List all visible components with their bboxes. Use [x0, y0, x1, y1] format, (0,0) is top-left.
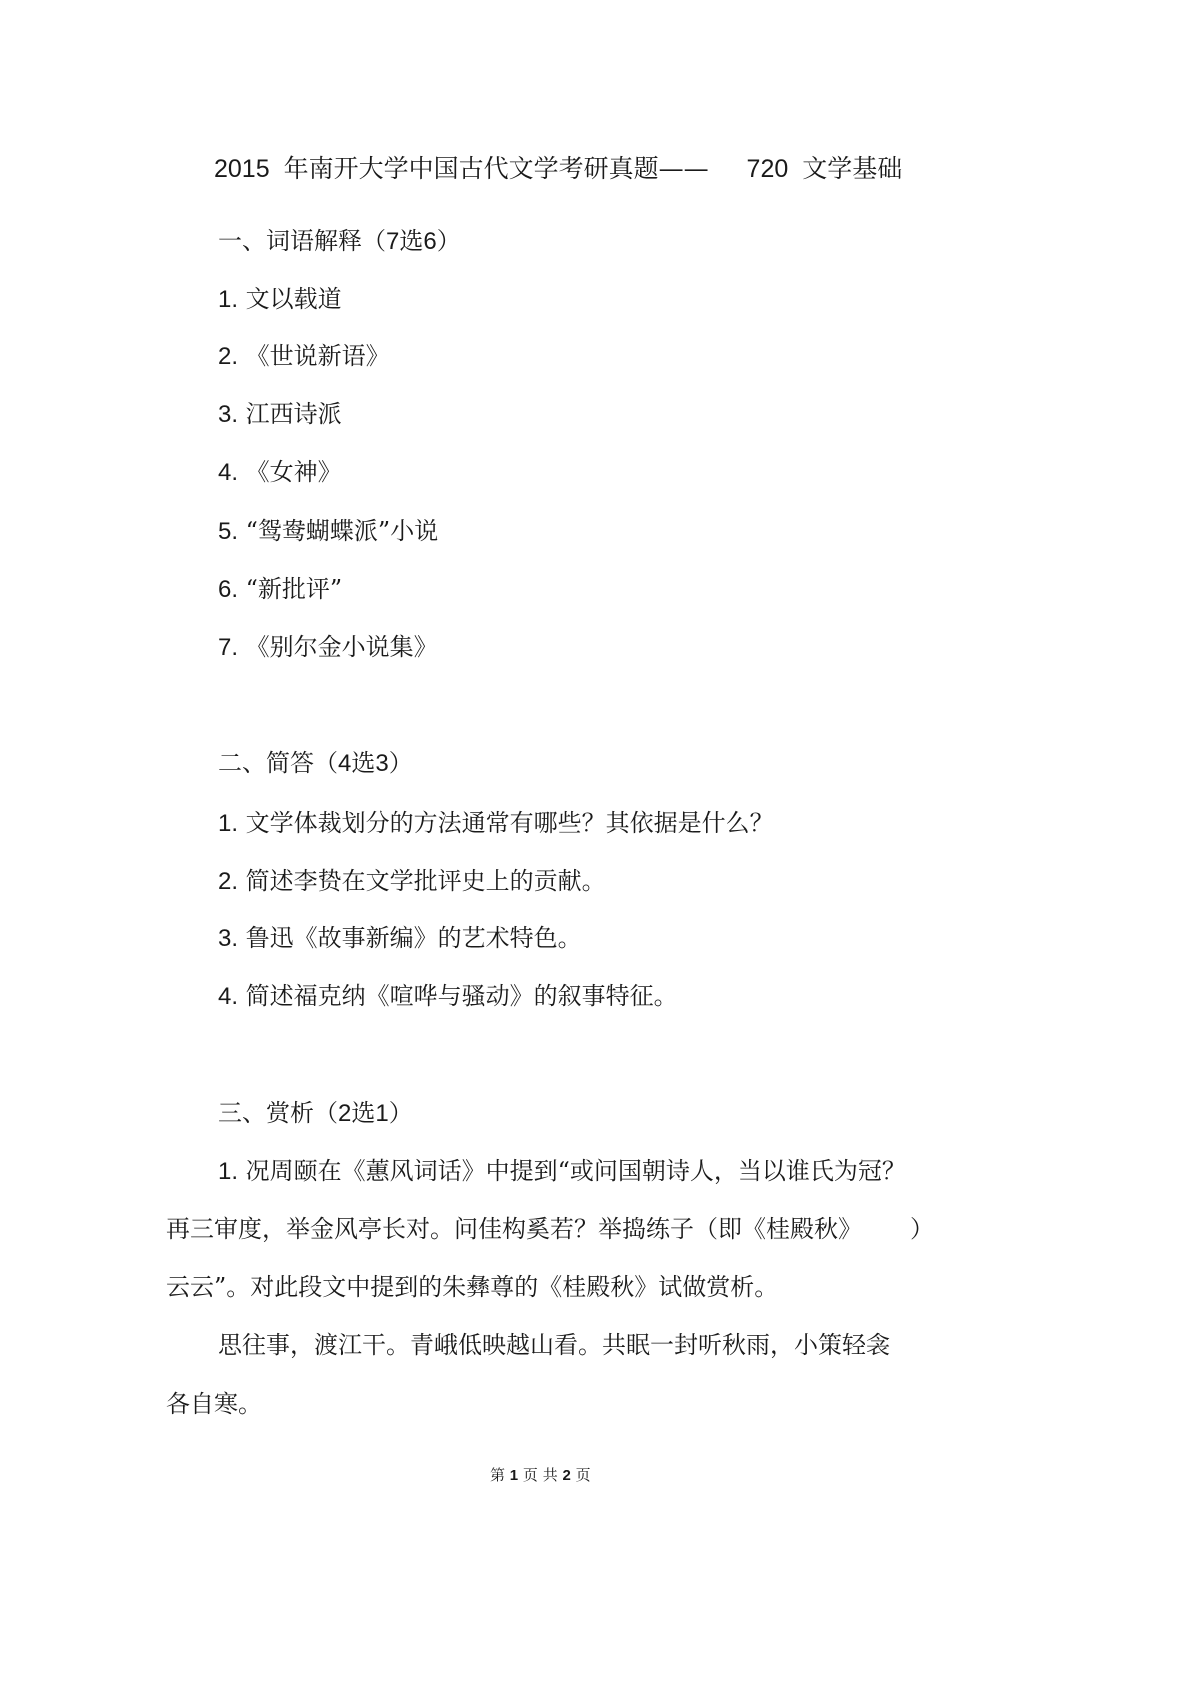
- section1-item-1: [218, 284, 342, 315]
- item-text: 简述李贽在文学批评史上的贡献。: [245, 867, 606, 895]
- section3-q1-line1: [218, 1156, 906, 1187]
- footer-prefix: 第: [490, 1466, 506, 1484]
- item-number: 2.: [218, 343, 239, 370]
- section2-item-2: [218, 866, 606, 897]
- section1-heading: [218, 226, 461, 257]
- section2-heading-count: 4选3: [338, 750, 389, 777]
- section3-heading-close: ）: [388, 1099, 413, 1127]
- question-text-end: ）: [910, 1215, 934, 1243]
- section1-heading-label: 一、词语解释（: [218, 227, 386, 255]
- item-text: 《别尔金小说集》: [245, 633, 438, 661]
- section2-item-1: [218, 808, 774, 839]
- item-number: 3.: [218, 925, 239, 952]
- item-text: 江西诗派: [245, 400, 342, 428]
- item-text: 《世说新语》: [245, 342, 390, 370]
- section2-heading: [218, 748, 413, 779]
- poem-line-2: [166, 1389, 262, 1419]
- question-text: 再三审度，举金风亭长对。问佳构奚若？举捣练子（即《桂殿秋》: [166, 1215, 862, 1243]
- item-text: “鸳鸯蝴蝶派”小说: [245, 517, 439, 545]
- section3-q1-line3: [166, 1272, 778, 1302]
- title-year: 2015: [214, 155, 270, 183]
- poem-text: 各自寒。: [166, 1390, 262, 1418]
- section3-heading-count: 2选1: [338, 1100, 389, 1127]
- section1-item-4: [218, 457, 342, 488]
- item-number: 1.: [218, 286, 239, 313]
- item-text: 简述福克纳《喧哗与骚动》的叙事特征。: [245, 982, 678, 1010]
- item-number: 1.: [218, 810, 239, 837]
- item-text: 文以载道: [245, 285, 342, 313]
- footer-total-pages: 2: [562, 1467, 571, 1484]
- title-subject: 文学基础: [802, 154, 903, 183]
- section1-item-7: [218, 632, 438, 663]
- item-number: 4.: [218, 459, 239, 486]
- section1-heading-close: ）: [436, 227, 461, 255]
- item-number: 2.: [218, 868, 239, 895]
- page-footer: [490, 1460, 591, 1491]
- poem-line-1: [218, 1330, 890, 1360]
- section3-heading-label: 三、赏析（: [218, 1099, 338, 1127]
- section2-item-3: [218, 923, 582, 954]
- footer-mid: 页 共: [522, 1466, 558, 1484]
- section3-q1-line2: [166, 1214, 934, 1244]
- item-text: 《女神》: [245, 458, 342, 486]
- item-text: 文学体裁划分的方法通常有哪些？其依据是什么？: [245, 809, 774, 837]
- footer-suffix: 页: [575, 1466, 591, 1484]
- section1-heading-count: 7选6: [386, 228, 437, 255]
- item-number: 4.: [218, 983, 239, 1010]
- footer-page-number: 1: [509, 1467, 519, 1484]
- document-title: [214, 154, 902, 184]
- item-number: 6.: [218, 576, 239, 603]
- poem-text: 思往事，渡江干。青峨低映越山看。共眠一封听秋雨，小策轻衾: [218, 1331, 890, 1359]
- item-text: “新批评”: [245, 575, 343, 603]
- section2-heading-label: 二、简答（: [218, 749, 338, 777]
- item-number: 1.: [218, 1158, 239, 1185]
- section1-item-5: [218, 516, 438, 547]
- section1-item-6: [218, 574, 342, 605]
- section3-heading: [218, 1098, 413, 1129]
- title-code: 720: [746, 155, 789, 183]
- question-text: 况周颐在《蕙风词话》中提到“或问国朝诗人，当以谁氏为冠？: [245, 1157, 906, 1185]
- section1-item-3: [218, 399, 342, 430]
- section1-item-2: [218, 341, 390, 372]
- section2-heading-close: ）: [388, 749, 413, 777]
- item-number: 5.: [218, 518, 239, 545]
- question-text: 云云”。对此段文中提到的朱彝尊的《桂殿秋》试做赏析。: [166, 1273, 779, 1301]
- title-main: 年南开大学中国古代文学考研真题——: [283, 154, 709, 183]
- section2-item-4: [218, 981, 678, 1012]
- item-number: 3.: [218, 401, 239, 428]
- item-text: 鲁迅《故事新编》的艺术特色。: [245, 924, 582, 952]
- item-number: 7.: [218, 634, 239, 661]
